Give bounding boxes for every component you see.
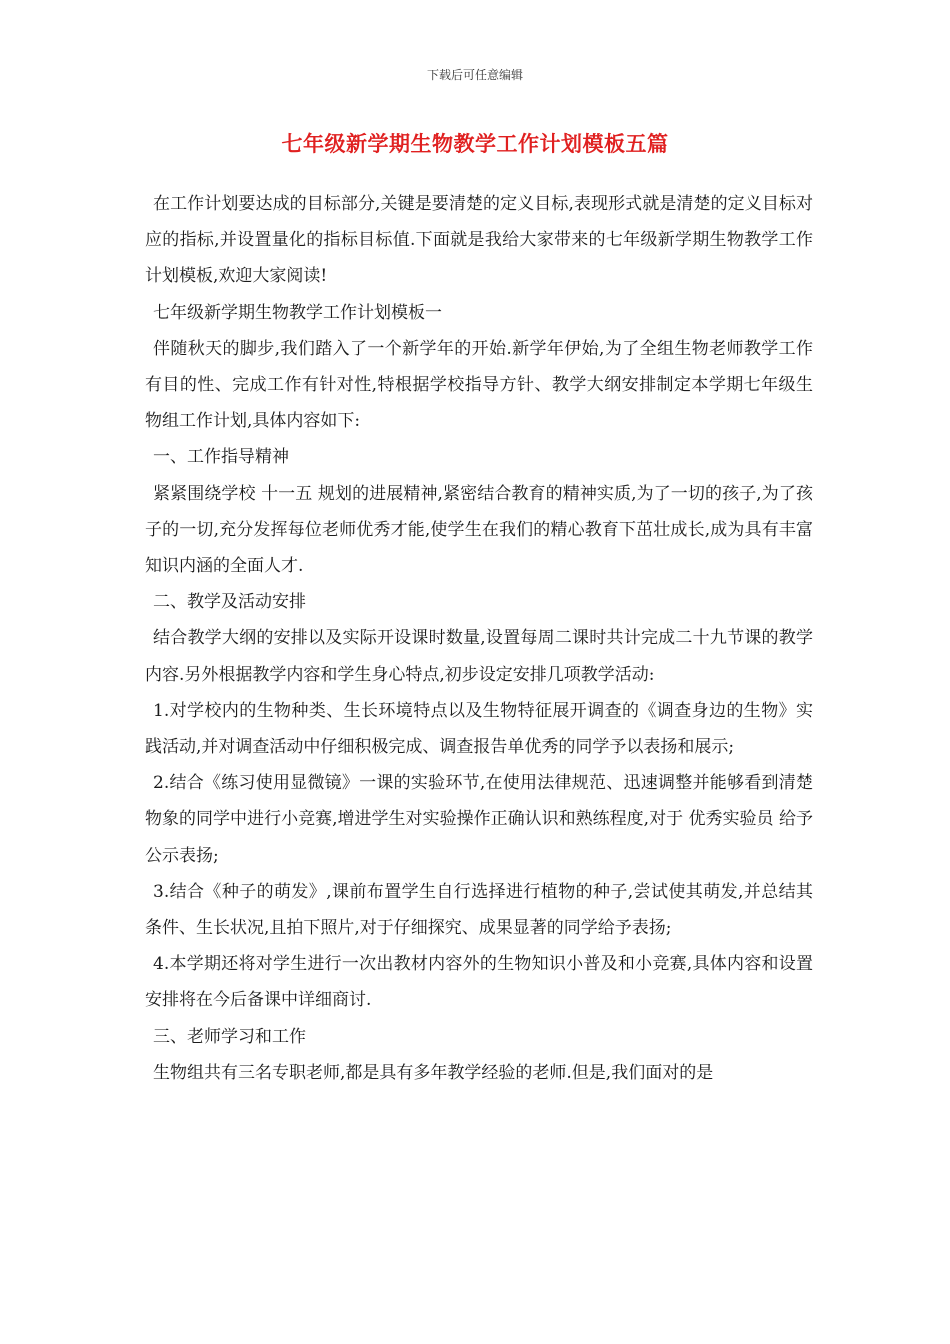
document-body <box>145 186 813 1091</box>
document-title: 七年级新学期生物教学工作计划模板五篇 <box>281 131 669 156</box>
header-note: 下载后可任意编辑 <box>426 68 523 82</box>
teaching-activities-paragraph: 结合教学大纲的安排以及实际开设课时数量,设置每周二课时共计完成二十九节课的教学内容.另外根据教学内容和学生身心特点,初步设定安排几项教学活动: <box>145 628 813 685</box>
intro-paragraph: 在工作计划要达成的目标部分,关键是要清楚的定义目标,表现形式就是清楚的定义目标对应的指标,并设置量化的指标目标值.下面就是我给大家带来的七年级新学期生物教学工作计划模板,欢迎大家阅读! <box>145 194 813 287</box>
activity-item-1: 1.对学校内的生物种类、生长环境特点以及生物特征展开调查的《调查身边的生物》实践活动,并对调查活动中仔细积极完成、调查报告单优秀的同学予以表扬和展示; <box>145 700 813 758</box>
teacher-study-paragraph: 生物组共有三名专职老师,都是具有多年教学经验的老师.但是,我们面对的是 <box>153 1062 714 1083</box>
section-heading-teacher-study: 三、老师学习和工作 <box>153 1026 306 1047</box>
activity-item-4: 4.本学期还将对学生进行一次出教材内容外的生物知识小普及和小竞赛,具体内容和设置安排将在今后备课中详细商讨. <box>145 954 813 1011</box>
section-heading-template-one: 七年级新学期生物教学工作计划模板一 <box>153 302 442 323</box>
opening-paragraph: 伴随秋天的脚步,我们踏入了一个新学年的开始.新学年伊始,为了全组生物老师教学工作有目的性、完成工作有针对性,特根据学校指导方针、教学大纲安排制定本学期七年级生物组工作计划,具体内容如下: <box>145 338 813 432</box>
section-heading-teaching-activities: 二、教学及活动安排 <box>153 592 306 613</box>
activity-item-3: 3.结合《种子的萌发》,课前布置学生自行选择进行植物的种子,尝试使其萌发,并总结其条件、生长状况,且拍下照片,对于仔细探究、成果显著的同学给予表扬; <box>145 881 813 939</box>
activity-item-2: 2.结合《练习使用显微镜》一课的实验环节,在使用法律规范、迅速调整并能够看到清楚物象的同学中进行小竞赛,增进学生对实验操作正确认识和熟练程度,对于 优秀实验员 给予公示表扬; <box>145 773 813 866</box>
section-heading-guiding-spirit: 一、工作指导精神 <box>153 447 289 468</box>
guiding-spirit-paragraph: 紧紧围绕学校 十一五 规划的进展精神,紧密结合教育的精神实质,为了一切的孩子,为了孩子的一切,充分发挥每位老师优秀才能,使学生在我们的精心教育下茁壮成长,成为具有丰富知识内涵的全面人才. <box>145 483 813 577</box>
